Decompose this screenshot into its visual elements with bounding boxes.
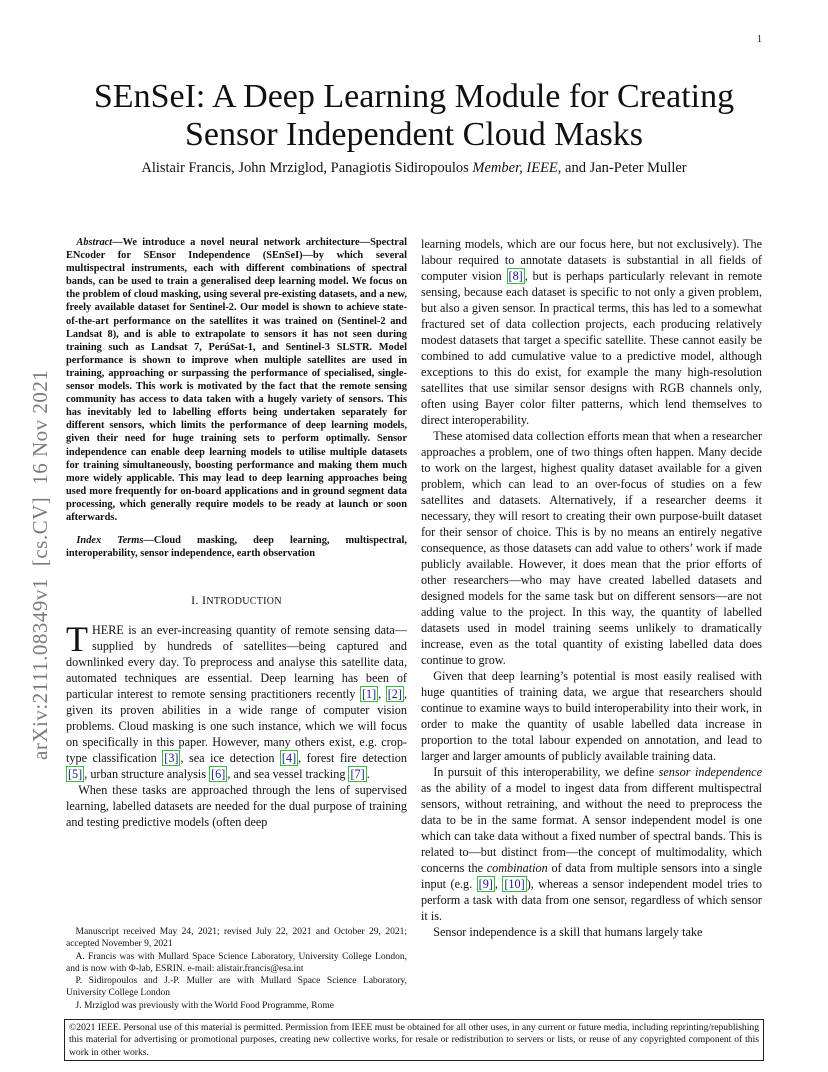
intro-p1-text: , urban structure analysis [84, 767, 210, 782]
copyright-notice: ©2021 IEEE. Personal use of this material is permitted. Permission from IEEE must be obtained for all other uses, in any current or future media, including reprinting/republishing this material for advertising or promotional purposes, creating new collective works, for resale or redistribution to servers or lists, or reuse of any copyrighted component of this work in other works. [64, 1019, 764, 1061]
citation-link[interactable]: [1] [361, 687, 377, 702]
intro-p1-text: , forest fire detection [298, 751, 407, 766]
index-terms [66, 534, 407, 560]
citation-link[interactable]: [3] [164, 751, 179, 766]
citation-link[interactable]: [10] [504, 877, 525, 891]
right-paragraph-4 [421, 764, 762, 924]
intro-paragraph-1 [66, 619, 407, 782]
citation-link[interactable]: [5] [68, 767, 83, 782]
footnote-mrziglod: J. Mrziglod was previously with the World Food Programme, Rome [75, 1000, 334, 1011]
author-last: , and Jan-Peter Muller [557, 160, 687, 176]
arxiv-id[interactable]: arXiv:2111.08349v1 [28, 578, 52, 760]
right-sep: , [494, 877, 503, 891]
index-terms-text: —Cloud masking, deep learning, multispectral, interoperability, sensor independence, earth observation [66, 535, 407, 560]
abstract-text: —We introduce a novel neural network architecture—Spectral ENcoder for SEnsor Independence (SEnSeI)—by which several multispectral instruments, each with different combinations of spectral bands, can be used to train a generalised deep learning model. We focus on the problem of cloud masking, using several pre-existing datasets, and a new, freely available dataset for Sentinel-2. Our model is shown to achieve state-of-the-art performance on the satellites it was trained on (Sentinel-2 and Landsat 8), and is able to extrapolate to sensors it has not seen during training such as Landsat 7, PerúSat-1, and Sentinel-3 SLSTR. Model performance is shown to improve when multiple satellites are used in training, approaching or surpassing the performance of specialised, single-sensor models. This work is motivated by the fact that the remote sensing community has access to data taken with a hugely variety of sensors. This has inevitably led to labelling efforts being undertaken separately for different sensors, which limits the performance of deep learning models, given their need for huge training sets to perform optimally. Sensor independence can enable deep learning models to utilise multiple datasets for training simultaneously, boosting performance and making them much more widely applicable. This may lead to deep learning approaches being used more frequently for on-board applications and in ground segment data processing, which generally require models to be ready at launch or soon afterwards. [66, 237, 407, 523]
right-paragraph-5: Sensor independence is a skill that humans largely take [433, 925, 703, 939]
citation-link[interactable]: [8] [508, 269, 523, 283]
section-first-letter: I [202, 593, 207, 608]
intro-sep: , [378, 687, 386, 702]
right-paragraph-3: Given that deep learning’s potential is most easily realised with huge quantities of training data, we argue that researchers should continue to examine ways to build interoperability into their work, in order to make the quantity of usable labelled data increase in proportion to the total labour expended on annotation, and lead to larger and larger amounts of publicly available training data. [421, 669, 762, 763]
section-heading-introduction [66, 592, 407, 610]
right-paragraph-2: These atomised data collection efforts mean that when a researcher approaches a problem, one of two things often happen. Many decide to work on the largest, highest quality dataset available for a given problem, which can lead to an over-focus of studies on a few satellites and datasets. Alternatively, if a researcher deems it necessary, they will resort to creating their own purpose-built dataset for their sensor of choice. This is by no means an entirely negative consequence, as those datasets can add value to others’ work if made publicly available. However, it does mean that the prior efforts of other researchers—who may have created labelled datasets and designed models for the same task but on different sensors—are not adding value to the project. In this way, the quantity of labelled datasets used in model training seems unlikely to dramatically increase, even as the total quantity of existing labelled data does continue to grow. [421, 429, 762, 667]
author-member-affiliation: Member, IEEE [472, 160, 558, 176]
section-numeral: I. [191, 593, 203, 608]
footnote-francis: A. Francis was with Mullard Space Science Laboratory, University College London, and is now with Φ-lab, ESRIN. e-mail: alistair.francis@esa.int [66, 951, 407, 974]
arxiv-category: [cs.CV] [28, 496, 52, 567]
title-line-2: Sensor Independent Cloud Masks [184, 116, 643, 153]
left-column [66, 236, 407, 830]
arxiv-identifier-stamp[interactable] [28, 300, 52, 760]
term-combination: combination [486, 861, 548, 875]
right-p1-text: learning models, which are our focus here, but not exclusively). The labour required to annotate datasets is substantial in all fields of computer vision [421, 237, 762, 283]
right-p4-text: as the ability of a model to ingest data from different multispectral sensors, without retraining, and without the need to preprocess the data to be in the same format. A sensor independent model is one which can take data without a fixed number of spectral bands. This is related to—but distinct from—the concept of multimodality, which concerns the [421, 781, 762, 875]
author-names: Alistair Francis, John Mrziglod, Panagiotis Sidiropoulos [141, 160, 469, 176]
author-list [80, 160, 748, 177]
citation-link[interactable]: [7] [350, 767, 365, 782]
index-terms-label: Index Terms [76, 535, 144, 547]
right-p4-text: In pursuit of this interoperability, we define [433, 765, 659, 779]
paper-title [80, 78, 748, 154]
footnote-sidiropoulos-muller: P. Sidiropoulos and J.-P. Muller are with Mullard Space Science Laboratory, University College London [66, 976, 407, 999]
right-p1-text: , but is perhaps particularly relevant in remote sensing, because each dataset is specific to not only a given problem, but also a given sensor. In practical terms, this has led to a somewhat fractured set of data collection projects, each producing relatively modest datasets that target a specific satellite. These cannot easily be combined to add cumulative value to a predictive model, although exceptions to this do exist, for example the many high-resolution satellites that use similar sensor designs with RGB channels only, often using Bayer color filter patterns, which lend themselves to direct interoperability. [421, 269, 763, 427]
intro-p1-text: . [366, 767, 370, 782]
abstract-label: Abstract [76, 237, 113, 248]
citation-link[interactable]: [9] [478, 877, 493, 891]
drop-cap: T [66, 619, 88, 660]
footnotes [66, 926, 407, 1012]
intro-paragraph-2: When these tasks are approached through the lens of supervised learning, labelled datasets are needed for the dual purpose of training and testing predictive models (often deep [66, 783, 407, 830]
citation-link[interactable]: [4] [281, 751, 297, 766]
right-p4-text: ), whereas a sensor independent model tries to perform a task with data from one sensor, regardless of which sensor it is. [421, 877, 762, 923]
page-number: 1 [757, 34, 762, 45]
citation-link[interactable]: [6] [211, 767, 226, 782]
right-p4-text: of data from multiple sensors into a single input (e.g. [421, 861, 762, 891]
arxiv-date: 16 Nov 2021 [28, 369, 52, 485]
intro-p1-text: , and sea vessel tracking [227, 767, 349, 782]
intro-p1-text: , given its proven abilities in a wide range of computer vision problems. Cloud masking is one such instance, which we will focus on specifically in this paper. However, many others exist, e.g. crop-type classification [66, 687, 407, 766]
right-paragraph-1 [421, 236, 762, 428]
term-sensor-independence: sensor independence [658, 765, 762, 779]
intro-p1-text: , sea ice detection [180, 751, 280, 766]
title-line-1: SEnSeI: A Deep Learning Module for Creating [93, 78, 735, 115]
intro-p1-text: HERE is an ever-increasing quantity of remote sensing data—supplied by hundreds of satellites—being captured and downlinked every day. To preprocess and analyse this satellite data, automated techniques are essential. Deep learning has been of particular interest to remote sensing practitioners recently [66, 623, 407, 702]
abstract [66, 236, 407, 524]
citation-link[interactable]: [2] [387, 687, 402, 702]
footnote-manuscript: Manuscript received May 24, 2021; revised July 22, 2021 and October 29, 2021; accepted November 9, 2021 [66, 927, 407, 950]
section-title-rest: NTRODUCTION [206, 596, 282, 608]
right-column [421, 236, 762, 940]
